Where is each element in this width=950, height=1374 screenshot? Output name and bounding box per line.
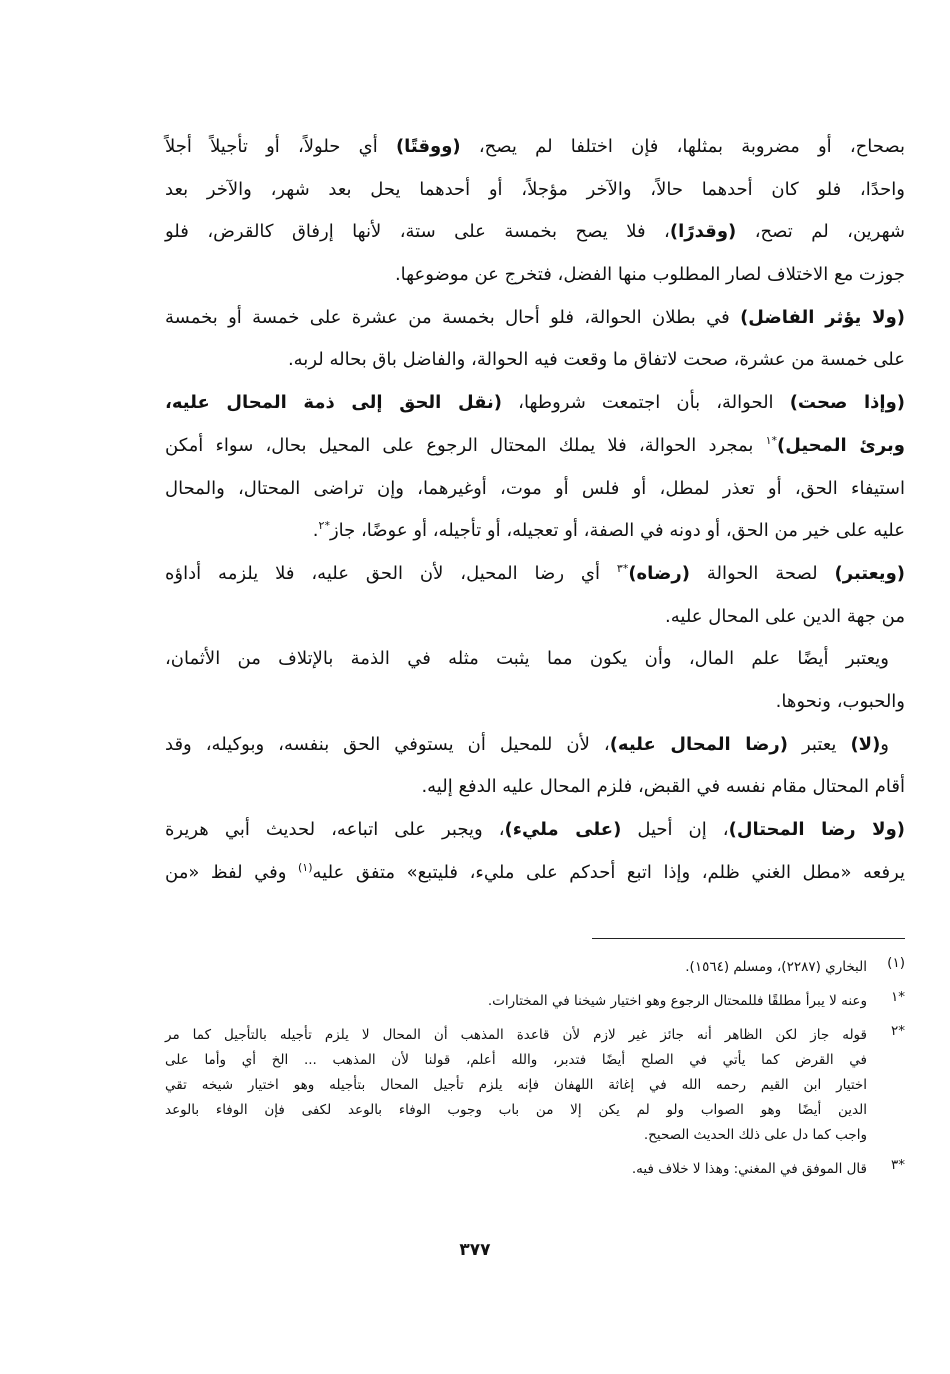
- bold-term: (ولا يؤثر الفاضل): [740, 306, 905, 328]
- footnote-body: [165, 1023, 867, 1148]
- text-run: يعتبر: [787, 733, 851, 755]
- text-run: وفي لفظ «من: [165, 861, 298, 883]
- footnote-line: البخاري (٢٢٨٧)، ومسلم (١٥٦٤).: [685, 959, 867, 975]
- bold-term: (وقدرًا): [669, 221, 737, 243]
- text-run: على خمسة من عشرة، صحت لاتفاق ما وقعت فيه الحوالة، والفاضل باق بحاله لربه.: [287, 349, 905, 371]
- bold-term: (ولا رضا المحتال): [728, 819, 905, 840]
- text-run: أي حلولاً، أو تأجيلاً أجلاً: [165, 136, 396, 157]
- footnote-line: اختيار ابن القيم رحمه الله في إغاثة اللهفان فإنه يلزم تأجيل المحال بتأجيله وهو اختيار شيخه تقي: [165, 1077, 867, 1093]
- text-run: من جهة الدين على المحال عليه.: [665, 605, 905, 627]
- footnote-ref: *١: [765, 433, 778, 447]
- footnote-ref: *٣: [616, 561, 629, 575]
- footnote-divider: [592, 938, 905, 939]
- bold-term: (نقل الحق إلى ذمة المحال عليه،: [165, 392, 503, 414]
- page-number: ٣٧٧: [459, 1240, 491, 1260]
- bold-term: (رضاه): [628, 562, 690, 584]
- footnote: [165, 1157, 905, 1182]
- bold-term: (رضا المحال عليه): [609, 733, 788, 755]
- footnote: [165, 989, 905, 1014]
- text-run: عليه على خير من الحق، أو دونه في الصفة، أو تعجيله، أو تأجيله، أو عوضًا، جاز: [329, 520, 905, 542]
- text-line: [165, 809, 905, 852]
- text-run: و: [880, 733, 889, 755]
- footnote: [165, 1023, 905, 1148]
- main-text: [165, 126, 905, 894]
- footnote-line: قوله جاز لكن الظاهر أنه جائز غير لازم لأن قاعدة المذهب أن المحال لا يلزم تأجيله بالتأجيل كما مر: [165, 1027, 867, 1043]
- footnote-number: *٢: [890, 1023, 905, 1039]
- bold-term: (على مليء): [504, 819, 622, 840]
- text-line: [165, 425, 905, 468]
- text-run: ، فلا يصح بخمسة على ستة، لأنها إرفاق كالقرض، فلو: [165, 221, 670, 243]
- footnote-number: *١: [890, 989, 905, 1005]
- footnotes: [165, 955, 905, 1191]
- text-run: شهرين، لم تصح،: [736, 221, 905, 243]
- text-run: والحبوب، ونحوها.: [775, 690, 905, 712]
- text-run: ، لأن للمحيل أن يستوفي الحق بنفسه، وبوكيله، وقد: [165, 733, 610, 755]
- text-run: ، ويجبر على اتباعه، لحديث أبي هريرة: [165, 819, 505, 840]
- footnote-body: [165, 955, 867, 980]
- text-run: أي رضا المحيل، لأن الحق عليه، فلا يلزمه أداؤه: [165, 562, 617, 584]
- text-line: [165, 638, 905, 681]
- text-line: [165, 724, 905, 767]
- text-run: جوزت مع الاختلاف لصار المطلوب منها الفضل، فتخرج عن موضوعها.: [394, 264, 905, 286]
- text-line: [165, 211, 905, 254]
- footnote-ref: *٢: [318, 519, 330, 533]
- footnote-line: قال الموفق في المغني: وهذا لا خلاف فيه.: [631, 1161, 867, 1177]
- footnote-line: وعنه لا يبرأ مطلقًا فللمحتال الرجوع وهو اختيار شيخنا في المختارات.: [487, 993, 867, 1009]
- text-line: [165, 169, 905, 212]
- text-line: [165, 254, 905, 297]
- text-line: [165, 510, 905, 553]
- text-run: بمجرد الحوالة، فلا يملك المحتال الرجوع على المحيل بحال، سواء أمكن: [165, 434, 766, 456]
- bold-term: (ويعتبر): [834, 562, 905, 584]
- text-run: .: [312, 520, 319, 542]
- text-line: [165, 553, 905, 596]
- text-run: واحدًا، فلو كان أحدهما حالاً، والآخر مؤجلاً، أو أحدهما يحل بعد شهر، والآخر بعد: [165, 178, 905, 200]
- bold-term: (لا): [850, 733, 881, 755]
- footnote-number: (١): [887, 955, 905, 971]
- text-line: [165, 852, 905, 895]
- text-line: [165, 339, 905, 382]
- text-line: [165, 681, 905, 724]
- footnote-body: [165, 1157, 867, 1182]
- text-line: [165, 382, 905, 425]
- text-run: بصحاح، أو مضروبة بمثلها، فإن اختلفا لم يصح،: [460, 136, 906, 157]
- text-run: لصحة الحوالة: [689, 562, 835, 584]
- bold-term: وبرئ المحيل): [777, 434, 905, 456]
- footnote-body: [165, 989, 867, 1014]
- footnote-line: واجب كما دل على ذلك الحديث الصحيح.: [643, 1127, 867, 1143]
- text-line: [165, 596, 905, 639]
- text-run: الحوالة، بأن اجتمعت شروطها،: [502, 392, 790, 414]
- bold-term: (ووقتًا): [395, 136, 461, 157]
- footnote: [165, 955, 905, 980]
- text-run: ، إن أحيل: [621, 819, 729, 840]
- text-run: ويعتبر أيضًا علم المال، وأن يكون مما يثبت مثله في الذمة بالإتلاف من الأثمان،: [165, 648, 889, 670]
- text-run: أقام المحتال مقام نفسه في القبض، فلزم المحال عليه الدفع إليه.: [421, 776, 905, 798]
- footnote-ref: (١): [297, 860, 313, 874]
- text-line: [165, 126, 905, 169]
- text-run: في بطلان الحوالة، فلو أحال بخمسة من عشرة على خمسة أو بخمسة: [165, 306, 741, 328]
- text-line: [165, 297, 905, 340]
- footnote-line: في القرض كما يأتي في الصلح أيضًا فتدبر، والله أعلم، قولنا لأن المذهب ... الخ أي وأما على: [165, 1052, 867, 1068]
- footnote-line: الدين أيضًا وهو الصواب ولو لم يكن إلا من باب وجوب الوفاء بالوعد لكفى فإن الوفاء بالوعد: [165, 1102, 867, 1118]
- bold-term: (وإذا صحت): [789, 392, 905, 414]
- text-line: [165, 766, 905, 809]
- footnote-number: *٣: [890, 1157, 905, 1173]
- text-line: [165, 468, 905, 511]
- text-run: يرفعه «مطل الغني ظلم، وإذا اتبع أحدكم على مليء، فليتبع» متفق عليه: [312, 861, 905, 883]
- text-run: استيفاء الحق، أو تعذر لمطل، أو فلس أو موت، أوغيرهما، وإن تراضى المحتال، والمحال: [165, 477, 905, 499]
